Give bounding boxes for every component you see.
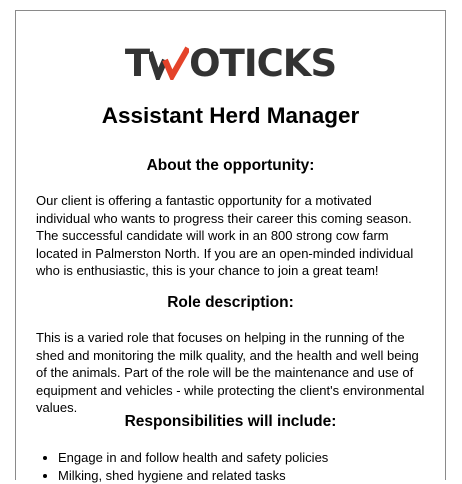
logo-text-after: OTICKS — [189, 42, 336, 85]
section-heading-role: Role description: — [16, 294, 445, 312]
logo-text-before: T — [125, 42, 149, 85]
logo-wordmark — [125, 42, 336, 85]
page-title: Assistant Herd Manager — [16, 103, 445, 129]
responsibilities-list — [36, 449, 450, 484]
section-body-role: This is a varied role that focuses on helping in the running of the shed and monitoring the milk quality, and the health and well being of the animals. Part of the role will be the maintenance and use of equipment and vehicles - while protecting the client's environmental values. — [36, 329, 428, 417]
list-item: • Milking, shed hygiene and related tasks — [58, 467, 450, 484]
section-heading-about: About the opportunity: — [16, 157, 445, 175]
twoticks-logo — [16, 41, 445, 85]
logo-double-tick-icon — [149, 46, 189, 80]
section-body-about: Our client is offering a fantastic opportunity for a motivated individual who wants to progress their career this coming season. The successful candidate will work in an 800 strong cow farm located in Palmerston North. If you are an open-minded individual who is enthusiastic, this is your chance to join a great team! — [36, 192, 428, 280]
list-item: • Engage in and follow health and safety policies — [58, 449, 450, 467]
document-page — [15, 10, 446, 480]
section-heading-responsibilities: Responsibilities will include: — [16, 413, 445, 431]
